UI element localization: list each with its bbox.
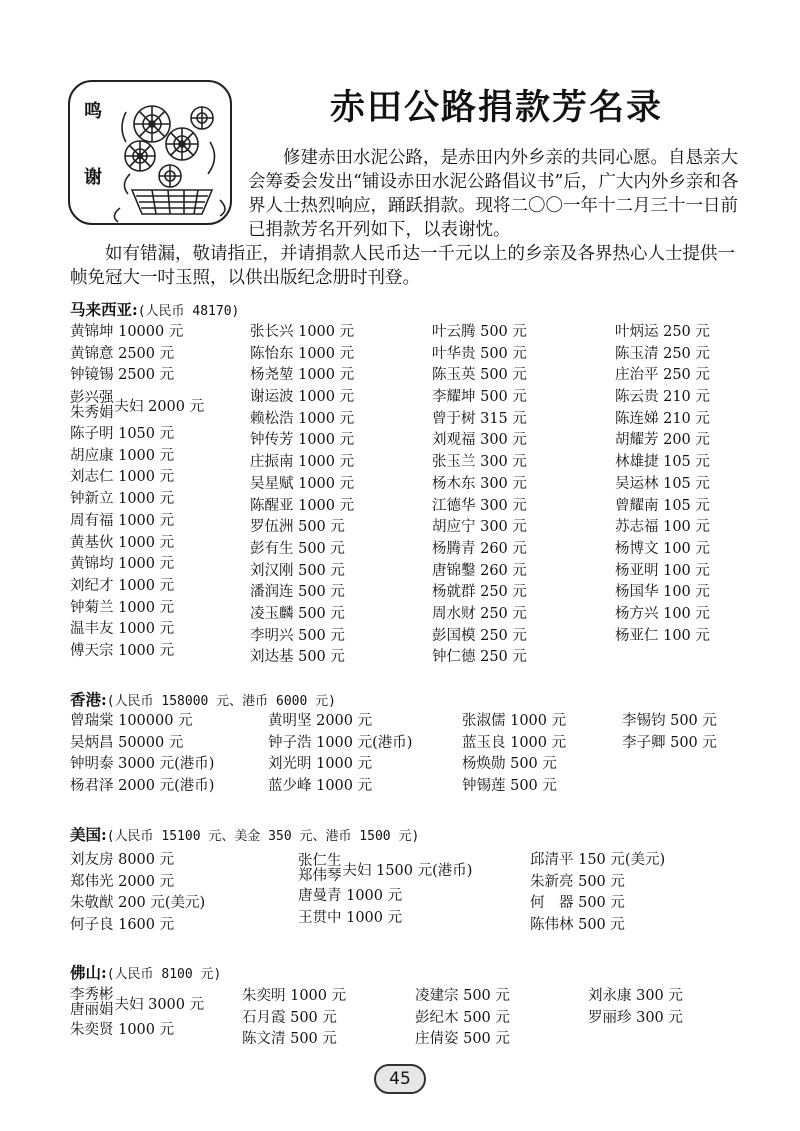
donor-entry: 杨就群 250 元 bbox=[432, 584, 527, 601]
donor-entry: 杨腾青 260 元 bbox=[432, 540, 527, 557]
donor-entry: 朱敬猷 200 元(美元) bbox=[70, 895, 206, 912]
donor-entry: 张玉兰 300 元 bbox=[432, 454, 527, 471]
donor-entry: 赖松浩 1000 元 bbox=[250, 410, 355, 427]
donor-entry: 杨木东 300 元 bbox=[432, 475, 527, 492]
donor-entry: 石月霞 500 元 bbox=[242, 1009, 337, 1026]
malaysia-column-3 bbox=[432, 322, 527, 669]
donor-entry: 胡耀芳 200 元 bbox=[615, 432, 710, 449]
foshan-column-1 bbox=[70, 986, 204, 1042]
section-region: 佛山: bbox=[70, 963, 107, 982]
foshan-column-2 bbox=[242, 986, 346, 1051]
donor-entry: 刘纪才 1000 元 bbox=[70, 577, 175, 594]
donor-entry: 刘光明 1000 元 bbox=[268, 756, 373, 773]
donor-entry: 陈醒亚 1000 元 bbox=[250, 497, 355, 514]
thank-you-logo bbox=[68, 80, 232, 225]
donor-entry: 钟锡莲 500 元 bbox=[462, 778, 557, 795]
usa-column-2 bbox=[298, 852, 472, 929]
couple-name: 张仁生 bbox=[298, 853, 342, 869]
donor-entry: 杨焕勋 500 元 bbox=[462, 756, 557, 773]
couple-entry bbox=[70, 986, 204, 1020]
donor-entry: 何子良 1600 元 bbox=[70, 917, 175, 934]
hongkong-column-3 bbox=[462, 711, 566, 798]
usa-column-3 bbox=[530, 850, 665, 937]
donor-entry: 李耀坤 500 元 bbox=[432, 389, 527, 406]
hongkong-column-4 bbox=[622, 711, 717, 754]
hongkong-column-1 bbox=[70, 711, 214, 798]
donor-entry: 钟新立 1000 元 bbox=[70, 491, 175, 508]
donor-entry: 郑伟光 2000 元 bbox=[70, 873, 175, 890]
donor-entry: 叶华贵 500 元 bbox=[432, 345, 527, 362]
couple-name: 郑伟琴 bbox=[298, 868, 342, 884]
correction-notice: 如有错漏，敬请指正，并请捐款人民币达一千元以上的乡亲及各界热心人士提供一帧免冠大一吋玉照，以供出版纪念册时刊登。 bbox=[70, 244, 735, 288]
donor-entry: 张淑儒 1000 元 bbox=[462, 713, 567, 729]
donor-entry: 凌建宗 500 元 bbox=[415, 988, 510, 1004]
donor-entry: 黄锦均 1000 元 bbox=[70, 556, 175, 573]
donor-entry: 黄明坚 2000 元 bbox=[268, 713, 373, 729]
donor-entry: 潘润连 500 元 bbox=[250, 584, 345, 601]
donor-entry: 钟子浩 1000 元(港币) bbox=[268, 734, 413, 751]
donor-entry: 曾耀南 105 元 bbox=[615, 497, 710, 514]
donor-entry: 谢运波 1000 元 bbox=[250, 389, 355, 406]
donor-entry: 杨君泽 2000 元(港币) bbox=[70, 778, 215, 795]
donor-entry: 彭有生 500 元 bbox=[250, 540, 345, 557]
donor-entry: 杨尧堃 1000 元 bbox=[250, 367, 355, 384]
donor-entry: 叶炳运 250 元 bbox=[615, 324, 710, 340]
donor-entry: 陈怡东 1000 元 bbox=[250, 345, 355, 362]
malaysia-column-4 bbox=[615, 322, 710, 647]
donor-entry: 杨亚明 100 元 bbox=[615, 562, 710, 579]
donor-entry: 邱清平 150 元(美元) bbox=[530, 852, 666, 868]
donor-entry: 李锡钧 500 元 bbox=[622, 713, 717, 729]
donor-entry: 陈文清 500 元 bbox=[242, 1031, 337, 1048]
section-total: (人民币 48170) bbox=[137, 304, 240, 319]
donor-entry: 蓝少峰 1000 元 bbox=[268, 778, 373, 795]
flower-icon bbox=[159, 165, 181, 187]
couple-amount: 夫妇 2000 元 bbox=[114, 399, 205, 416]
donor-entry: 陈云贵 210 元 bbox=[615, 389, 710, 406]
donor-entry: 罗伍洲 500 元 bbox=[250, 519, 345, 536]
donor-entry: 刘志仁 1000 元 bbox=[70, 469, 175, 486]
donor-entry: 曾于树 315 元 bbox=[432, 410, 527, 427]
section-title-malaysia bbox=[70, 298, 239, 320]
donor-entry: 庄治平 250 元 bbox=[615, 367, 710, 384]
donor-entry: 杨博文 100 元 bbox=[615, 540, 710, 557]
donor-entry: 周有福 1000 元 bbox=[70, 512, 175, 529]
donor-entry: 李子卿 500 元 bbox=[622, 734, 717, 751]
donor-entry: 黄锦坤 10000 元 bbox=[70, 324, 184, 340]
donor-entry: 黄锦意 2500 元 bbox=[70, 345, 175, 362]
donor-entry: 刘观福 300 元 bbox=[432, 432, 527, 449]
flower-icon bbox=[191, 107, 213, 129]
flower-icon bbox=[134, 106, 170, 142]
donor-entry: 钟传芳 1000 元 bbox=[250, 432, 355, 449]
donor-entry: 杨国华 100 元 bbox=[615, 584, 710, 601]
couple-entry bbox=[298, 852, 472, 886]
donor-entry: 朱新亮 500 元 bbox=[530, 873, 625, 890]
donor-entry: 胡应康 1000 元 bbox=[70, 447, 175, 464]
donor-entry: 刘达基 500 元 bbox=[250, 649, 345, 666]
donor-entry: 叶云腾 500 元 bbox=[432, 324, 527, 340]
section-total: (人民币 8100 元) bbox=[106, 967, 222, 982]
donor-entry: 傅天宗 1000 元 bbox=[70, 642, 175, 659]
donor-entry: 钟镜锡 2500 元 bbox=[70, 367, 175, 384]
donor-entry: 温丰友 1000 元 bbox=[70, 621, 175, 638]
donor-entry: 杨亚仁 100 元 bbox=[615, 627, 710, 644]
donor-entry: 陈玉英 500 元 bbox=[432, 367, 527, 384]
donor-entry: 吴运林 105 元 bbox=[615, 475, 710, 492]
donor-entry: 朱奕明 1000 元 bbox=[242, 988, 347, 1004]
section-title-foshan bbox=[70, 961, 221, 983]
donor-entry: 江德华 300 元 bbox=[432, 497, 527, 514]
donor-entry: 陈伟林 500 元 bbox=[530, 917, 625, 934]
donor-entry: 陈子明 1050 元 bbox=[70, 426, 175, 443]
donor-entry: 张长兴 1000 元 bbox=[250, 324, 355, 340]
section-region: 香港: bbox=[70, 690, 107, 709]
hongkong-column-2 bbox=[268, 711, 412, 798]
donor-entry: 唐曼青 1000 元 bbox=[298, 888, 403, 904]
donor-entry: 王贯中 1000 元 bbox=[298, 909, 403, 926]
page-number: 45 bbox=[374, 1064, 426, 1094]
section-region: 马来西亚: bbox=[70, 300, 138, 319]
logo-char-xie: 谢 bbox=[84, 167, 102, 188]
couple-entry bbox=[70, 387, 204, 424]
section-title-usa bbox=[70, 823, 419, 845]
intro-paragraph: 修建赤田水泥公路，是赤田内外乡亲的共同心愿。自恳亲大会筹委会发出“铺设赤田水泥公路倡议书”后，广大内外乡亲和各界人士热烈响应，踊跃捐款。现将二〇〇一年十二月三十一日前已捐款芳名开列如下，以表谢忱。 bbox=[248, 148, 739, 240]
couple-amount: 夫妇 1500 元(港币) bbox=[342, 862, 473, 879]
donor-entry: 唐锦鑿 260 元 bbox=[432, 562, 527, 579]
donor-entry: 凌玉麟 500 元 bbox=[250, 605, 345, 622]
donor-entry: 吴星赋 1000 元 bbox=[250, 475, 355, 492]
donor-entry: 钟菊兰 1000 元 bbox=[70, 599, 175, 616]
flower-icon bbox=[166, 128, 198, 160]
couple-name: 唐丽娟 bbox=[70, 1002, 114, 1018]
flower-icon bbox=[125, 141, 155, 171]
donor-entry: 陈玉清 250 元 bbox=[615, 345, 710, 362]
donor-entry: 钟明泰 3000 元(港币) bbox=[70, 756, 215, 773]
section-total: (人民币 15100 元、美金 350 元、港币 1500 元) bbox=[106, 829, 420, 844]
page-title: 赤田公路捐款芳名录 bbox=[330, 88, 664, 128]
donor-entry: 庄振南 1000 元 bbox=[250, 454, 355, 471]
couple-amount: 夫妇 3000 元 bbox=[114, 996, 205, 1013]
donor-entry: 罗丽珍 300 元 bbox=[588, 1009, 683, 1026]
section-region: 美国: bbox=[70, 825, 107, 844]
donor-entry: 庄倩姿 500 元 bbox=[415, 1031, 510, 1048]
donor-entry: 何 器 500 元 bbox=[530, 895, 625, 912]
donor-entry: 刘汉刚 500 元 bbox=[250, 562, 345, 579]
foshan-column-3 bbox=[415, 986, 510, 1051]
donor-entry: 彭国模 250 元 bbox=[432, 627, 527, 644]
donor-entry: 钟仁德 250 元 bbox=[432, 649, 527, 666]
section-total: (人民币 158000 元、港币 6000 元) bbox=[106, 694, 336, 709]
donor-entry: 陈连娣 210 元 bbox=[615, 410, 710, 427]
couple-name: 彭兴强 bbox=[70, 389, 114, 406]
donor-entry: 曾瑞棠 100000 元 bbox=[70, 713, 193, 729]
donor-entry: 苏志福 100 元 bbox=[615, 519, 710, 536]
logo-char-ming: 鸣 bbox=[84, 101, 102, 122]
usa-column-1 bbox=[70, 850, 205, 937]
donor-entry: 胡应宁 300 元 bbox=[432, 519, 527, 536]
donor-entry: 刘永康 300 元 bbox=[588, 988, 683, 1004]
foshan-column-4 bbox=[588, 986, 683, 1029]
donor-entry: 李明兴 500 元 bbox=[250, 627, 345, 644]
malaysia-column-1 bbox=[70, 322, 204, 663]
donor-entry: 刘友房 8000 元 bbox=[70, 852, 175, 868]
donor-entry: 彭纪木 500 元 bbox=[415, 1009, 510, 1026]
donor-entry: 朱奕贤 1000 元 bbox=[70, 1022, 175, 1038]
donor-entry: 林雄捷 105 元 bbox=[615, 454, 710, 471]
couple-name: 李秀彬 bbox=[70, 987, 114, 1003]
couple-name: 朱秀娟 bbox=[70, 404, 114, 421]
donor-entry: 吴炳昌 50000 元 bbox=[70, 734, 184, 751]
donor-entry: 周水财 250 元 bbox=[432, 605, 527, 622]
donor-entry: 蓝玉良 1000 元 bbox=[462, 734, 567, 751]
donor-entry: 杨方兴 100 元 bbox=[615, 605, 710, 622]
section-title-hongkong bbox=[70, 688, 336, 710]
donor-entry: 黄基伙 1000 元 bbox=[70, 534, 175, 551]
malaysia-column-2 bbox=[250, 322, 354, 669]
